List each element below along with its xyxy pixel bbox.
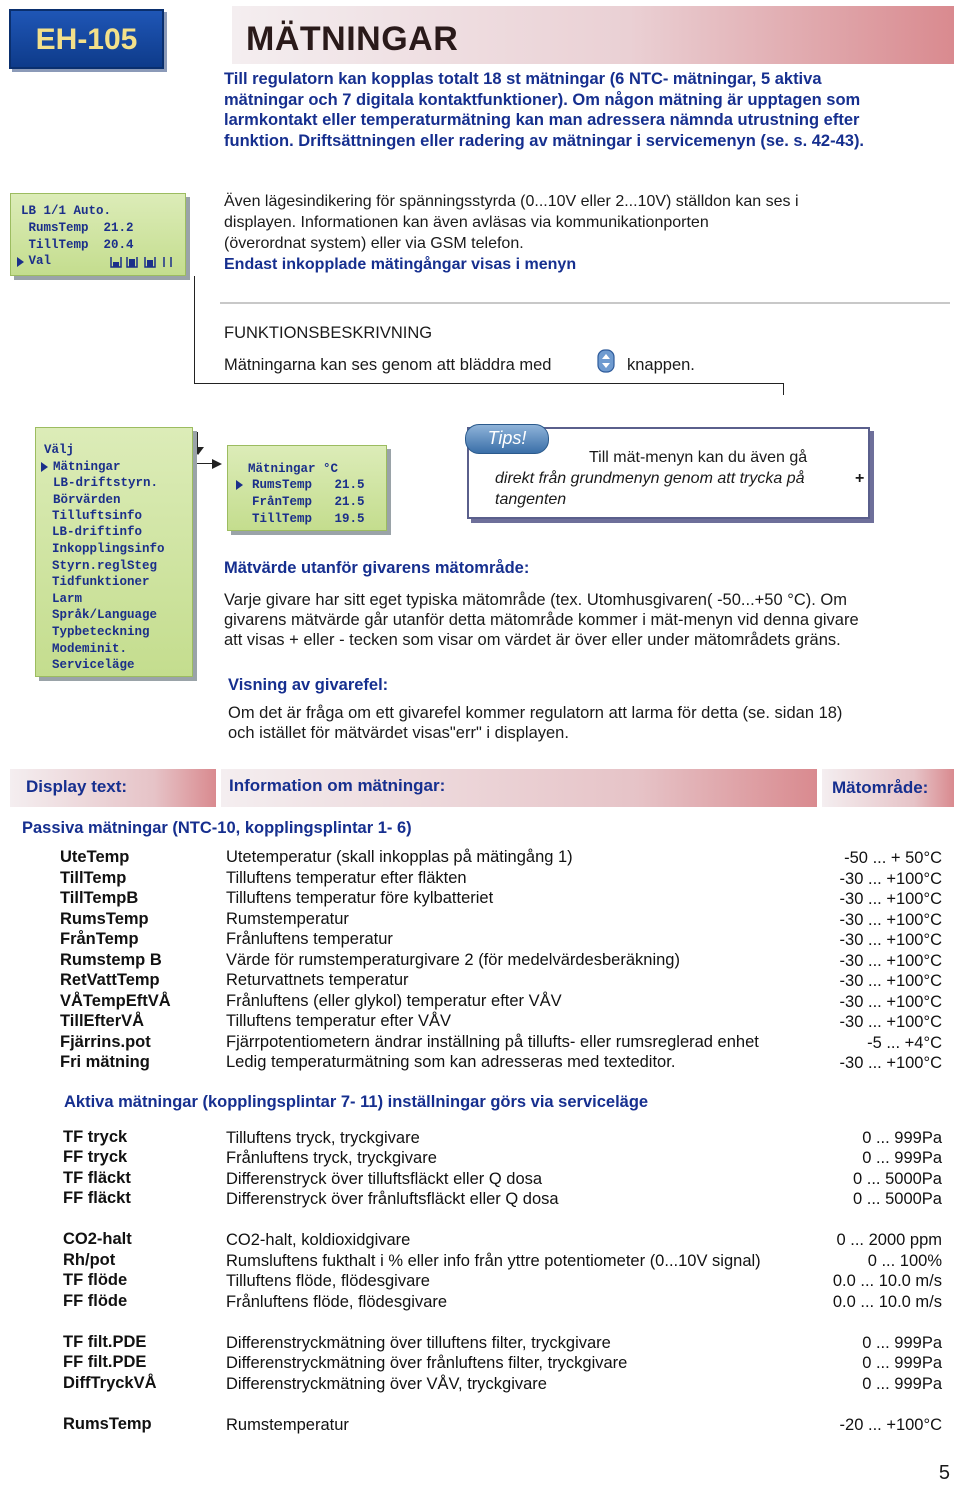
measurement-name: Fri mätning (60, 1053, 150, 1071)
measurement-info: Tilluftens flöde, flödesgivare (226, 1272, 430, 1290)
measurement-range: 0 ... 100% (867, 1252, 942, 1270)
measurement-info: Rumstemperatur (226, 1416, 349, 1434)
measurement-range: 0.0 ... 10.0 m/s (832, 1272, 942, 1290)
lcd-line: TillTemp 20.4 (21, 238, 134, 252)
measurement-name: TillTempB (60, 889, 139, 907)
measurement-name: FF filt.PDE (63, 1353, 147, 1371)
measurement-name: UteTemp (60, 848, 130, 866)
scroll-button-icon (596, 348, 618, 376)
measurement-info: Tilluftens tryck, tryckgivare (226, 1129, 420, 1147)
menu-item: Tidfunktioner (52, 575, 150, 589)
measurement-info: Rumstemperatur (226, 910, 349, 928)
measurement-info: Differenstryck över tilluftsfläckt eller Q dosa (226, 1170, 543, 1188)
measurement-range: 0.0 ... 10.0 m/s (832, 1293, 942, 1311)
measurement-name: RumsTemp (60, 910, 149, 928)
intro-line: mätningar och 7 digitala kontaktfunktioner). Om någon mätning är upptagen som (224, 90, 861, 109)
function-text-end: knappen. (627, 356, 695, 374)
measurement-range: 0 ... 999Pa (862, 1129, 942, 1147)
intro-text (224, 69, 954, 151)
measurement-info: Tilluftens temperatur före kylbatteriet (226, 889, 494, 907)
lcd-line: Val (21, 254, 52, 268)
tips-line: direkt från grundmenyn genom att trycka på (495, 470, 805, 487)
measurement-name: FF fläckt (63, 1189, 131, 1207)
column-header-info-label: Information om mätningar: (229, 776, 446, 795)
tips-plus: + (855, 470, 865, 487)
lcd-main-display (10, 193, 186, 276)
display-info-line: Även lägesindikering för spänningsstyrda (0...10V eller 2...10V) ställdon kan ses i (224, 193, 799, 210)
measurement-name: CO2-halt (63, 1230, 132, 1248)
measurement-name: DiffTryckVÅ (63, 1374, 157, 1392)
measurement-name: Rh/pot (63, 1251, 116, 1269)
measurement-name: TF filt.PDE (63, 1333, 147, 1351)
measurement-range: 0 ... 999Pa (862, 1375, 942, 1393)
tips-line: Till mät-menyn kan du även gå (589, 449, 808, 466)
passive-heading: Passiva mätningar (NTC-10, kopplingsplintar 1- 6) (22, 819, 412, 837)
intro-line: larmkontakt eller temperaturmätning kan man adressera nämnda utrustning efter (224, 111, 860, 129)
measurement-info: Frånluftens flöde, flödesgivare (226, 1293, 448, 1311)
damper-status-icons (109, 254, 179, 270)
tips-badge-label: Tips! (487, 428, 527, 448)
measurement-info: Frånluftens (eller glykol) temperatur efter VÅV (226, 992, 562, 1010)
menu-item: Välj (44, 443, 75, 457)
column-header-display-label: Display text: (26, 777, 128, 796)
out-of-range-line: att visas + eller - tecken som visar om värdet är över eller under mätområdets gräns. (224, 631, 841, 649)
measurement-info: Tilluftens temperatur efter fläkten (226, 869, 467, 887)
connector-line (783, 383, 784, 395)
tips-badge (465, 424, 549, 454)
display-info-note: Endast inkopplade mätingångar visas i menyn (224, 256, 577, 273)
connector-line (194, 276, 195, 384)
measurement-name: Fjärrins.pot (60, 1033, 151, 1051)
menu-item: Larm (52, 592, 83, 606)
measurement-name: Rumstemp B (60, 951, 162, 969)
measurement-range: 0 ... 999Pa (862, 1149, 942, 1167)
measurement-range: 0 ... 2000 ppm (836, 1231, 942, 1249)
sensor-fault-heading: Visning av givarefel: (228, 676, 389, 694)
measurement-range: 0 ... 999Pa (862, 1354, 942, 1372)
sensor-fault-line: Om det är fråga om ett givarefel kommer regulatorn att larma för detta (se. sidan 18) (228, 704, 843, 722)
product-badge (9, 9, 164, 69)
lcd-line: Mätningar °C (248, 462, 339, 476)
column-header-range-label: Mätområde: (832, 778, 929, 797)
measurement-range: -30 ... +100°C (839, 1054, 942, 1072)
menu-item: Serviceläge (52, 658, 135, 672)
measurement-info: Differenstryck över frånluftsfläckt eller Q dosa (226, 1190, 559, 1208)
measurement-range: -30 ... +100°C (839, 1013, 942, 1031)
measurement-info: Utetemperatur (skall inkopplas på mätingång 1) (226, 848, 573, 866)
measurement-range: -30 ... +100°C (839, 911, 942, 929)
measurement-info: Tilluftens temperatur efter VÅV (226, 1012, 451, 1030)
tips-line: tangenten (495, 491, 567, 508)
menu-item: LB-driftstyrn. (53, 476, 159, 490)
measurement-info: Differenstryckmätning över tilluftens filter, tryckgivare (226, 1334, 611, 1352)
function-text: Mätningarna kan ses genom att bläddra med (224, 356, 552, 374)
lcd-line: TillTemp 19.5 (252, 512, 365, 526)
out-of-range-line: Varje givare har sitt eget typiska mätområde (tex. Utomhusgivaren( -50...+50 °C). Om (224, 591, 847, 609)
measurement-info: Fjärrpotentiometern ändrar inställning på tillufts- eller rumsreglerad enhet (226, 1033, 759, 1051)
lcd-line: FrånTemp 21.5 (252, 495, 365, 509)
product-badge-text: EH-105 (35, 23, 138, 56)
measurement-info: CO2-halt, koldioxidgivare (226, 1231, 411, 1249)
measurement-name: TillTemp (60, 869, 127, 887)
lcd-measurement-display (227, 445, 387, 531)
measurement-range: 0 ... 5000Pa (853, 1170, 942, 1188)
measurement-name: FrånTemp (60, 930, 139, 948)
measurement-range: -30 ... +100°C (839, 993, 942, 1011)
measurement-range: -30 ... +100°C (839, 952, 942, 970)
measurement-range: -30 ... +100°C (839, 931, 942, 949)
measurement-range: -30 ... +100°C (839, 890, 942, 908)
measurement-info: Frånluftens temperatur (226, 930, 393, 948)
measurement-name: TF fläckt (63, 1169, 131, 1187)
measurement-name: TillEfterVÅ (60, 1012, 145, 1030)
menu-item: Modeminit. (52, 642, 128, 656)
selection-arrow-icon (236, 480, 243, 490)
page-number: 5 (938, 1462, 950, 1484)
connector-line (194, 383, 784, 384)
measurement-range: -50 ... + 50°C (844, 849, 942, 867)
measurement-range: -5 ... +4°C (867, 1034, 942, 1052)
measurement-info: Differenstryckmätning över frånluftens filter, tryckgivare (226, 1354, 628, 1372)
menu-item: Styrn.reglSteg (52, 559, 158, 573)
measurement-range: -30 ... +100°C (839, 972, 942, 990)
menu-item: Tilluftsinfo (52, 509, 143, 523)
out-of-range-heading: Mätvärde utanför givarens mätområde: (224, 559, 530, 577)
measurement-name: FF flöde (63, 1292, 128, 1310)
menu-item: Inkopplingsinfo (52, 542, 165, 556)
selection-arrow-icon (41, 462, 48, 472)
measurement-info: Ledig temperaturmätning som kan adresseras med texteditor. (226, 1053, 676, 1071)
down-arrow-icon (191, 446, 205, 456)
active-heading: Aktiva mätningar (kopplingsplintar 7- 11) inställningar görs via serviceläge (64, 1093, 649, 1111)
display-info-line: displayen. Informationen kan även avläsas via kommunikationporten (224, 214, 709, 231)
measurement-name: RumsTemp (63, 1415, 152, 1433)
intro-line: Till regulatorn kan kopplas totalt 18 st mätningar (6 NTC- mätningar, 5 aktiva (224, 70, 822, 88)
display-info-line: (överordnat system) eller via GSM telefon. (224, 235, 524, 252)
sensor-fault-line: och istället för mätvärdet visas"err" i displayen. (228, 724, 569, 742)
measurement-info: Differenstryckmätning över VÅV, tryckgivare (226, 1375, 547, 1393)
measurement-name: TF flöde (63, 1271, 128, 1289)
menu-item: Typbeteckning (52, 625, 150, 639)
out-of-range-line: givarens mätvärde går utanför detta mätområde kommer i mät-menyn vid denna givare (224, 611, 859, 629)
measurement-name: RetVattTemp (60, 971, 160, 989)
measurement-info: Returvattnets temperatur (226, 971, 409, 989)
column-header-info (221, 769, 817, 807)
function-heading: FUNKTIONSBESKRIVNING (224, 324, 433, 342)
measurement-range: -30 ... +100°C (839, 870, 942, 888)
measurement-range: 0 ... 999Pa (862, 1334, 942, 1352)
measurement-name: FF tryck (63, 1148, 128, 1166)
measurement-info: Värde för rumstemperaturgivare 2 (för medelvärdesberäkning) (226, 951, 680, 969)
measurement-info: Rumsluftens fukthalt i % eller info från yttre potentiometer (0...10V signal) (226, 1252, 761, 1270)
lcd-line: RumsTemp 21.2 (21, 221, 134, 235)
column-header-display (10, 769, 216, 807)
page-title: MÄTNINGAR (246, 20, 459, 58)
menu-item: Språk/Language (52, 608, 158, 622)
menu-item: Börvärden (53, 493, 121, 507)
menu-item: LB-driftinfo (52, 525, 143, 539)
lcd-line: RumsTemp 21.5 (252, 478, 365, 492)
menu-item: Mätningar (53, 460, 121, 474)
divider (220, 302, 950, 304)
measurement-range: -20 ... +100°C (839, 1416, 942, 1434)
lcd-line: LB 1/1 Auto. (21, 204, 112, 218)
measurement-name: VÅTempEftVÅ (60, 992, 171, 1010)
measurement-info: Frånluftens tryck, tryckgivare (226, 1149, 437, 1167)
intro-line: funktion. Driftsättningen eller radering av mätningar i servicemenyn (se. s. 42-43). (224, 131, 865, 150)
column-header-range (822, 769, 954, 807)
measurement-name: TF tryck (63, 1128, 128, 1146)
right-arrow-icon (211, 458, 223, 470)
measurement-range: 0 ... 5000Pa (853, 1190, 942, 1208)
